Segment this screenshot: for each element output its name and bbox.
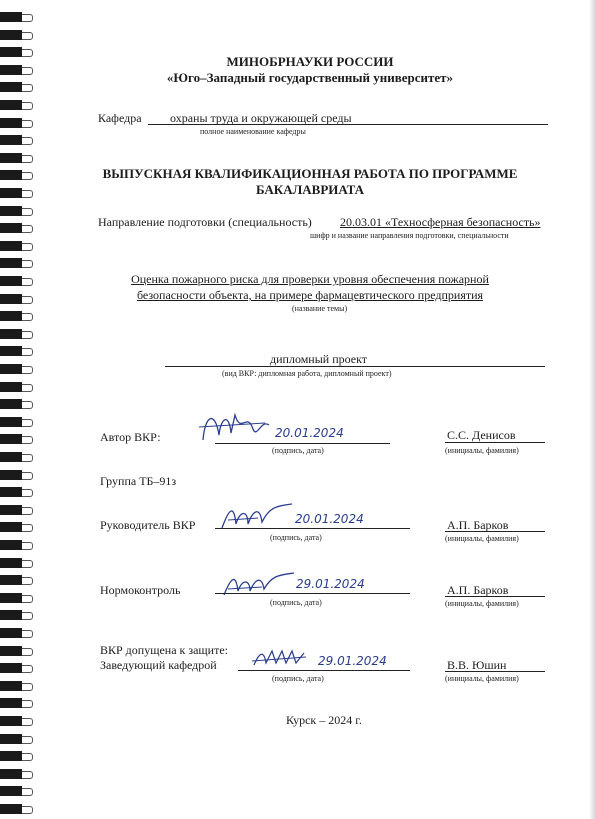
normcontrol-name-caption: (инициалы, фамилия) [445,599,519,608]
binding-ring [0,698,22,708]
work-type-underline [165,366,545,367]
binding-ring [0,663,22,673]
binding-ring [0,153,22,163]
binding-ring [0,100,22,110]
binding-ring [0,170,22,180]
binding-ring [0,470,22,480]
binding-ring [0,734,22,744]
binding-ring [0,47,22,57]
direction-prefix: Направление подготовки (специальность) [98,215,312,229]
topic-line2: безопасности объекта, на примере фармацевтического предприятия [136,288,484,302]
admission-line: ВКР допущена к защите: [100,643,228,657]
binding-ring [0,646,22,656]
supervisor-label: Руководитель ВКР [100,518,196,532]
group-label: Группа ТБ–91з [100,474,177,488]
normcontrol-sig-caption: (подпись, дата) [270,598,322,607]
normcontrol-signature-line [215,593,410,594]
binding-ring [0,329,22,339]
department-name: охраны труда и окружающей среды [170,111,352,125]
page-edge-shadow [589,0,595,819]
head-name-line [445,671,545,672]
normcontrol-name: А.П. Барков [447,583,509,597]
binding-ring [0,258,22,268]
binding-ring [0,30,22,40]
binding-ring [0,751,22,761]
supervisor-signature [218,498,298,538]
binding-ring [0,346,22,356]
binding-ring [0,487,22,497]
binding-ring [0,12,22,22]
topic-caption: (название темы) [292,304,348,313]
binding-ring [0,118,22,128]
binding-ring [0,628,22,638]
binding-ring [0,593,22,603]
supervisor-name-line [445,531,545,532]
head-signature-line [238,670,410,671]
author-sig-caption: (подпись, дата) [272,446,324,455]
normcontrol-label: Нормоконтроль [100,583,181,597]
binding-ring [0,82,22,92]
binding-ring [0,769,22,779]
head-name-caption: (инициалы, фамилия) [445,674,519,683]
topic-line1: Оценка пожарного риска для проверки уровня обеспечения пожарной [131,272,489,286]
work-type-value: дипломный проект [270,352,368,366]
binding-ring [0,294,22,304]
supervisor-name: А.П. Барков [447,518,509,532]
binding-ring [0,575,22,585]
supervisor-name-caption: (инициалы, фамилия) [445,534,519,543]
work-title-line1: ВЫПУСКНАЯ КВАЛИФИКАЦИОННАЯ РАБОТА ПО ПРОГРАММЕ [102,166,518,181]
binding-ring [0,786,22,796]
binding-ring [0,804,22,814]
head-date: 29.01.2024 [318,654,387,668]
ministry-header: МИНОБРНАУКИ РОССИИ [226,54,394,69]
work-title-line2: БАКАЛАВРИАТА [255,182,365,197]
binding-ring [0,417,22,427]
work-type-caption: (вид ВКР: дипломная работа, дипломный проект) [222,369,392,378]
supervisor-sig-caption: (подпись, дата) [270,533,322,542]
head-name: В.В. Юшин [447,658,507,672]
binding-ring [0,311,22,321]
binding-ring [0,505,22,515]
binding-ring [0,135,22,145]
binding-ring [0,399,22,409]
binding-ring [0,558,22,568]
author-name-line [445,442,545,443]
binding-ring [0,223,22,233]
author-signature-line [215,443,390,444]
binding-ring [0,610,22,620]
supervisor-date: 20.01.2024 [295,512,364,526]
city-year: Курск – 2024 г. [286,713,362,727]
head-of-department-label: Заведующий кафедрой [100,658,217,672]
author-name: С.С. Денисов [447,428,516,442]
normcontrol-date: 29.01.2024 [296,577,365,591]
spiral-binding [0,0,32,819]
binding-ring [0,452,22,462]
author-name-caption: (инициалы, фамилия) [445,446,519,455]
department-underline [148,124,548,125]
normcontrol-name-line [445,596,545,597]
binding-ring [0,206,22,216]
binding-ring [0,522,22,532]
binding-ring [0,716,22,726]
binding-ring [0,540,22,550]
author-date: 20.01.2024 [275,426,344,440]
head-sig-caption: (подпись, дата) [272,674,324,683]
university-name: «Юго–Западный государственный университет» [166,70,454,85]
head-signature [250,645,310,673]
direction-value: 20.03.01 «Техносферная безопасность» [340,215,541,229]
binding-ring [0,241,22,251]
binding-ring [0,434,22,444]
direction-caption: шифр и название направления подготовки, специальности [310,231,509,240]
department-caption: полное наименование кафедры [200,127,306,136]
binding-ring [0,364,22,374]
binding-ring [0,276,22,286]
binding-ring [0,188,22,198]
department-prefix: Кафедра [98,111,142,125]
binding-ring [0,65,22,75]
binding-ring [0,681,22,691]
binding-ring [0,382,22,392]
author-label: Автор ВКР: [100,430,161,444]
supervisor-signature-line [215,528,410,529]
